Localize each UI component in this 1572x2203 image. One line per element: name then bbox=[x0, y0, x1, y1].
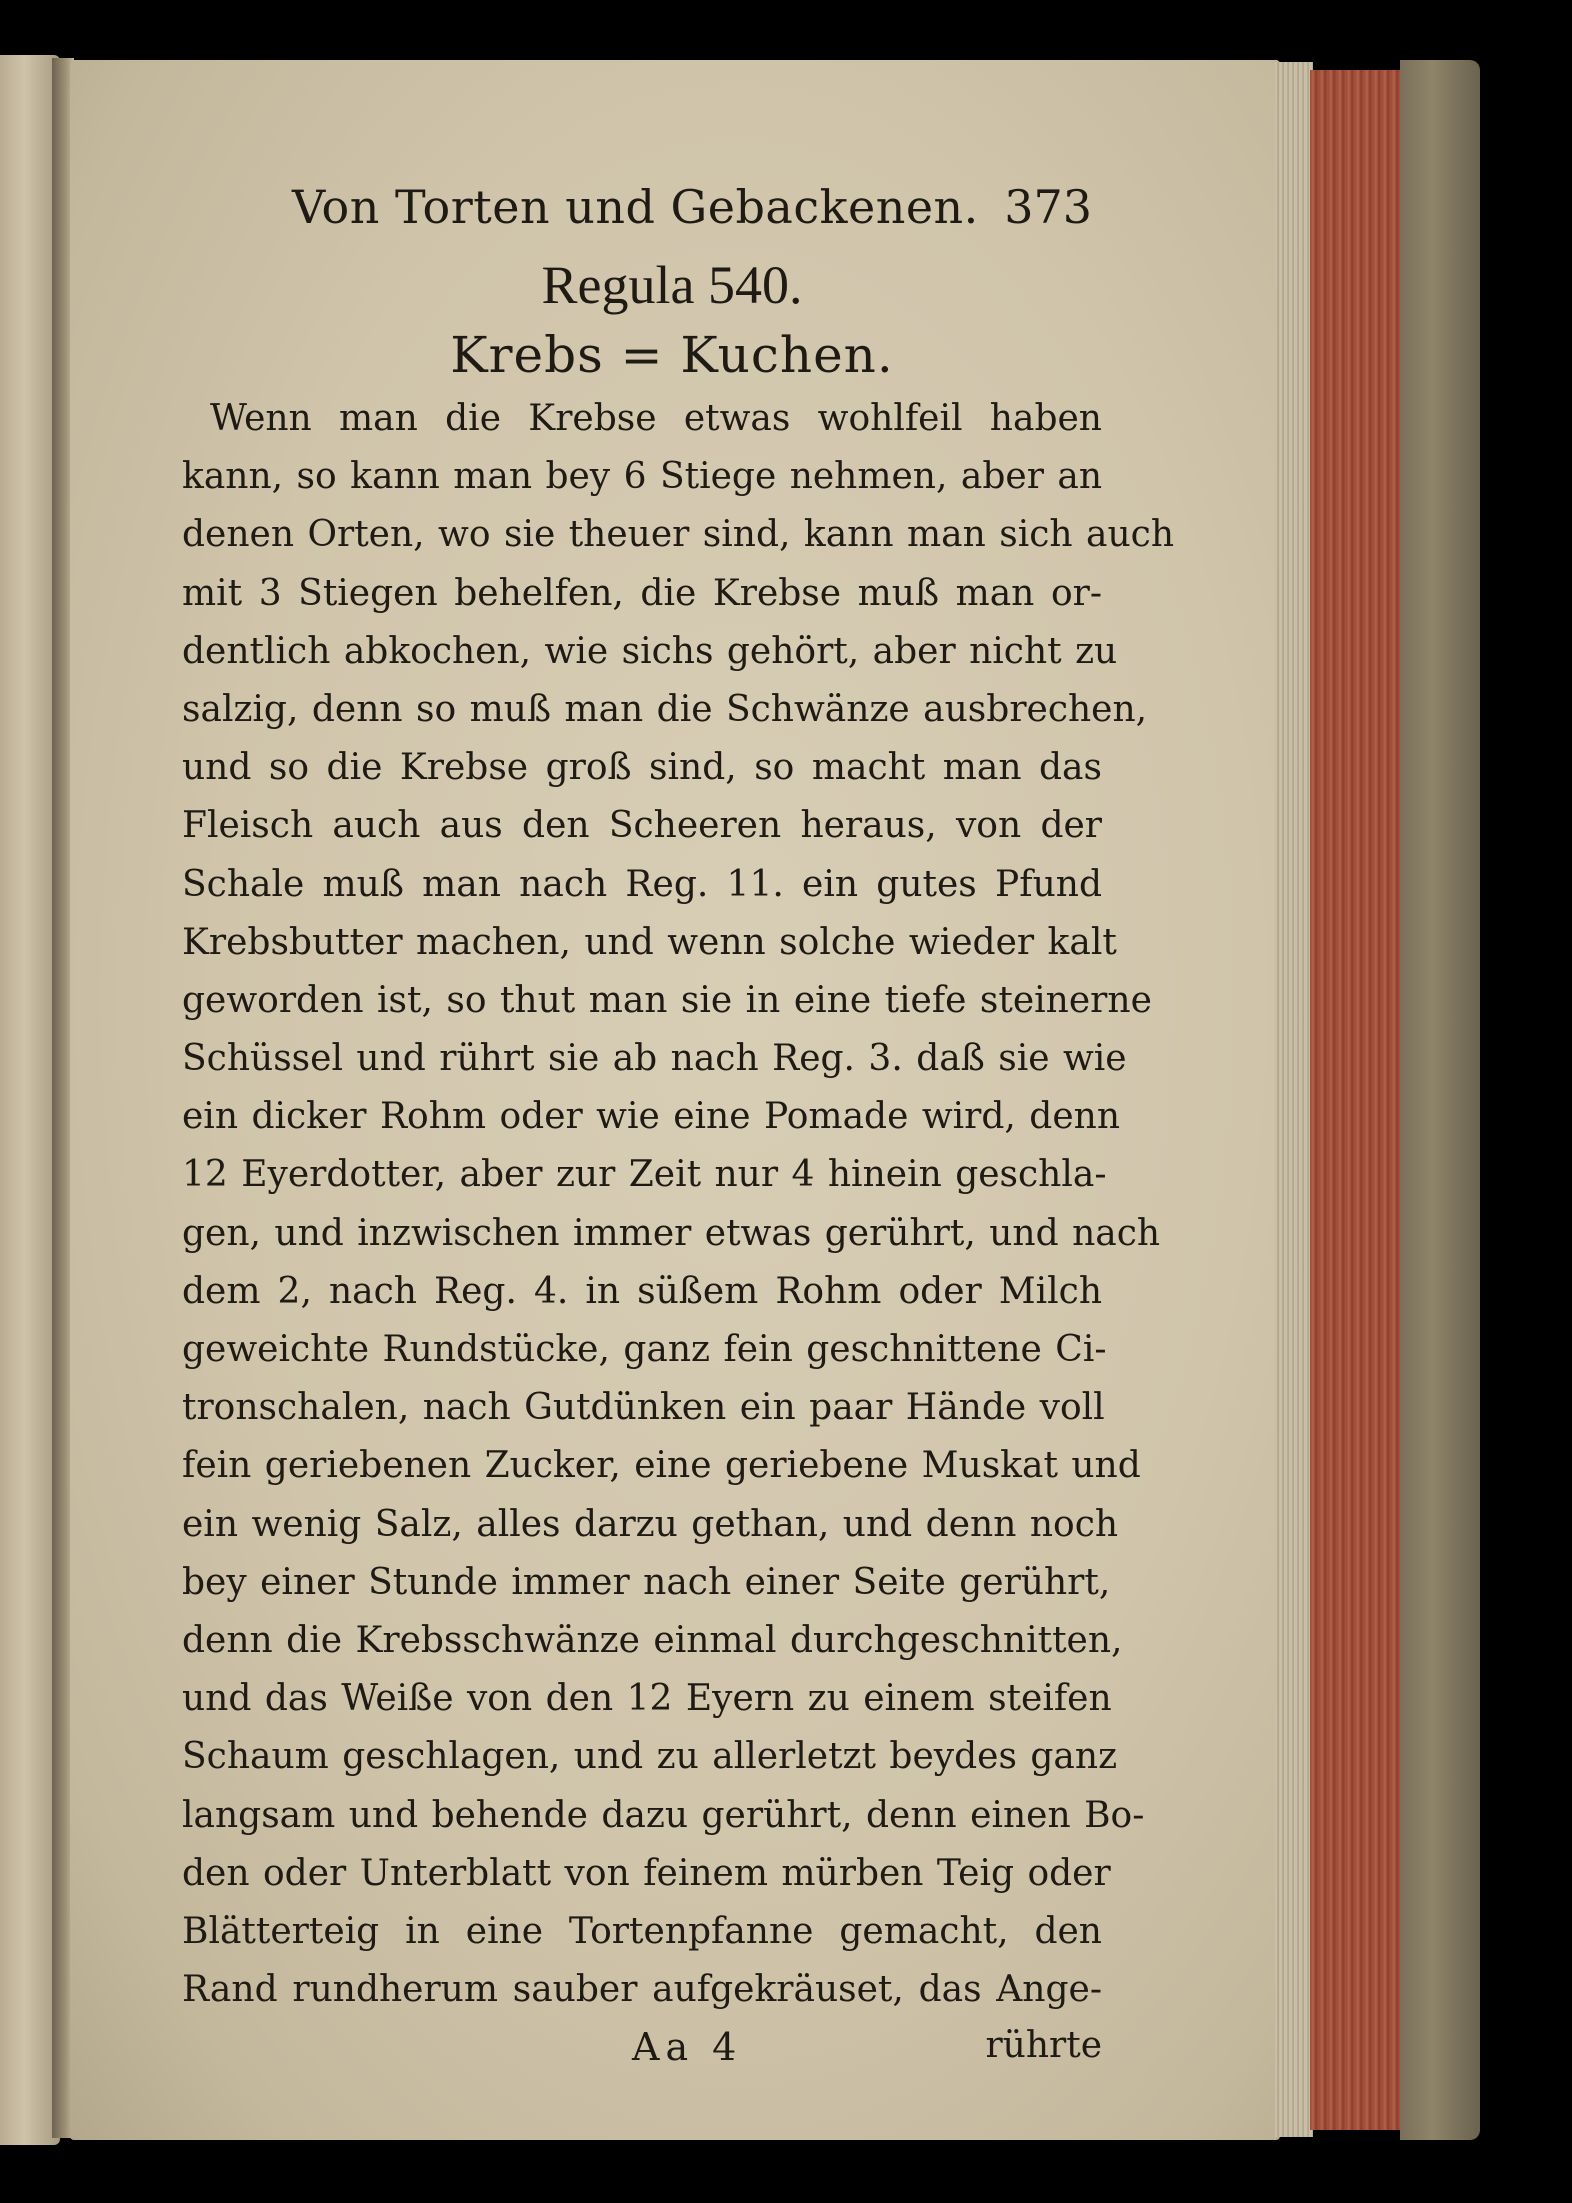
page-header bbox=[292, 170, 1112, 240]
running-head: Von Torten und Gebackenen. bbox=[292, 180, 979, 234]
page-text bbox=[182, 170, 1175, 2081]
text-line: 12 Eyerdotter, aber zur Zeit nur 4 hinein geschla- bbox=[182, 1154, 1107, 1196]
text-line: und das Weiße von den 12 Eyern zu einem steifen bbox=[182, 1678, 1112, 1720]
text-line: dem 2, nach Reg. 4. in süßem Rohm oder Milch bbox=[182, 1270, 1102, 1312]
text-line: denen Orten, wo sie theuer sind, kann man sich auch bbox=[182, 514, 1175, 556]
text-line: den oder Unterblatt von feinem mürben Teig oder bbox=[182, 1852, 1111, 1894]
rule-title: Regula 540. bbox=[541, 255, 803, 315]
text-line: Rand rundherum sauber aufgekräuset, das Ange- bbox=[182, 1969, 1102, 2011]
red-fore-edge bbox=[1310, 70, 1405, 2130]
text-line: gen, und inzwischen immer etwas gerührt, und nach bbox=[182, 1212, 1161, 1254]
text-line: ein dicker Rohm oder wie eine Pomade wird, denn bbox=[182, 1096, 1121, 1138]
text-line: Krebsbutter machen, und wenn solche wieder kalt bbox=[182, 921, 1117, 963]
catchword: rührte bbox=[985, 2025, 1102, 2067]
text-line: geweichte Rundstücke, ganz fein geschnittene Ci- bbox=[182, 1329, 1107, 1370]
text-line: denn die Krebsschwänze einmal durchgeschnitten, bbox=[182, 1619, 1123, 1661]
text-line: fein geriebenen Zucker, eine geriebene Muskat und bbox=[182, 1445, 1141, 1487]
text-line: Blätterteig in eine Tortenpfanne gemacht, den bbox=[182, 1910, 1102, 1952]
text-line: Schaum geschlagen, und zu allerletzt beydes ganz bbox=[182, 1736, 1118, 1778]
text-line: dentlich abkochen, wie sichs gehört, aber nicht zu bbox=[182, 630, 1118, 672]
text-line: und so die Krebse groß sind, so macht man das bbox=[182, 747, 1102, 789]
text-line: ein wenig Salz, alles darzu gethan, und denn noch bbox=[182, 1503, 1119, 1545]
text-line: Schüssel und rührt sie ab nach Reg. 3. daß sie wie bbox=[182, 1038, 1127, 1080]
page-footer bbox=[182, 2021, 1102, 2081]
text-line: bey einer Stunde immer nach einer Seite gerührt, bbox=[182, 1561, 1111, 1603]
book-cover-edge bbox=[1400, 60, 1480, 2140]
text-line: kann, so kann man bey 6 Stiege nehmen, aber an bbox=[182, 456, 1102, 498]
body-text bbox=[182, 390, 1175, 2019]
text-line: geworden ist, so thut man sie in eine tiefe steinerne bbox=[182, 979, 1152, 1021]
signature-mark: Aa 4 bbox=[632, 2025, 743, 2070]
text-line: Fleisch auch aus den Scheeren heraus, von der bbox=[182, 805, 1102, 847]
facing-page-edge bbox=[0, 55, 60, 2145]
recipe-title: Krebs = Kuchen. bbox=[450, 326, 894, 384]
text-line: tronschalen, nach Gutdünken ein paar Hände voll bbox=[182, 1387, 1105, 1429]
text-line: salzig, denn so muß man die Schwänze ausbrechen, bbox=[182, 688, 1148, 730]
page-block-edges bbox=[1275, 62, 1313, 2137]
text-line: Wenn man die Krebse etwas wohlfeil haben bbox=[210, 398, 1102, 439]
text-line: mit 3 Stiegen behelfen, die Krebse muß man or- bbox=[182, 572, 1102, 614]
text-line: langsam und behende dazu gerührt, denn einen Bo- bbox=[182, 1794, 1145, 1836]
text-line: Schale muß man nach Reg. 11. ein gutes Pfund bbox=[182, 863, 1102, 905]
page-number: 373 bbox=[1004, 180, 1092, 234]
